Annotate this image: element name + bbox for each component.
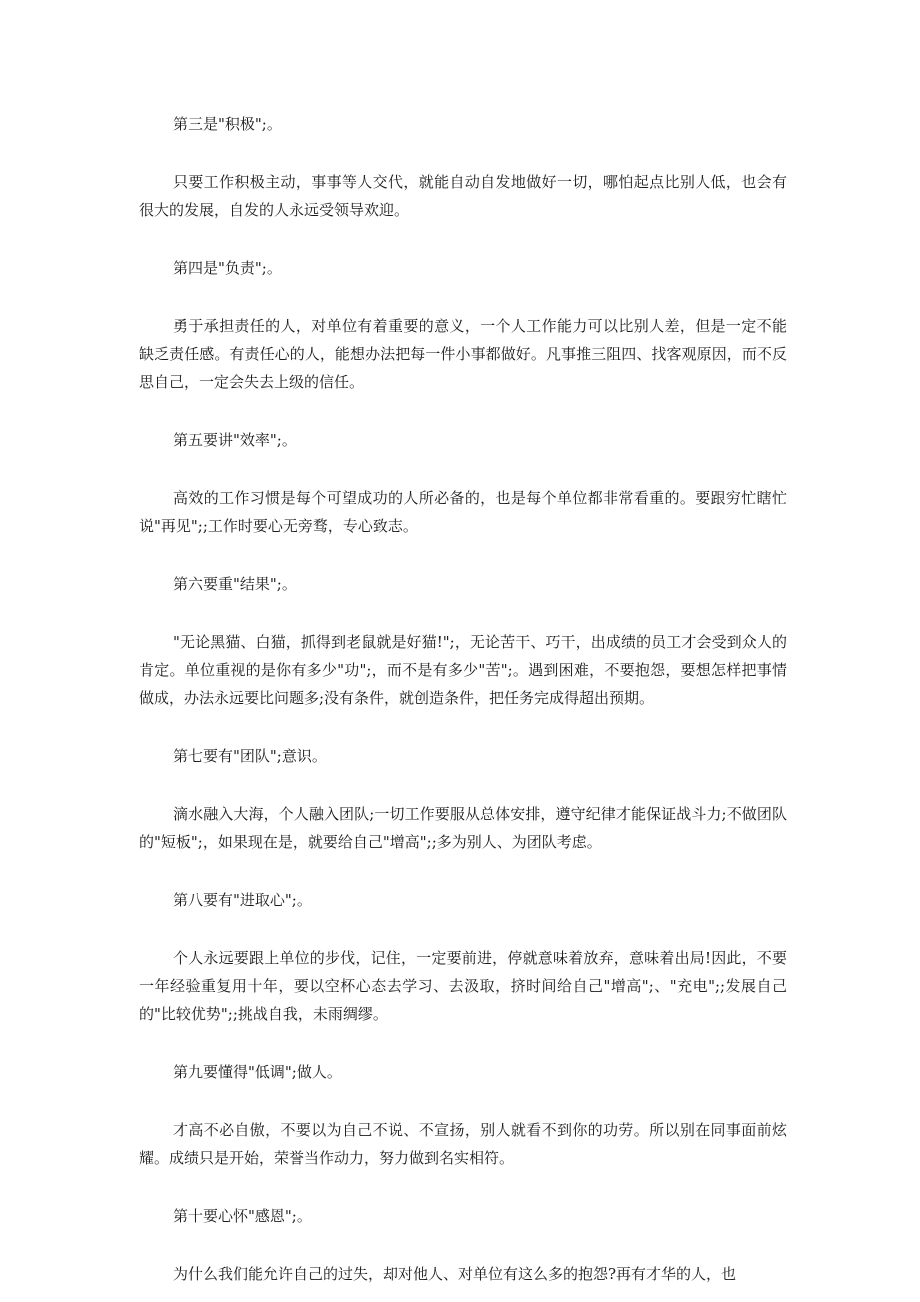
heading-ninth-modesty: 第九要懂得"低调";做人。	[173, 1063, 342, 1081]
heading-third-proactive: 第三是"积极";。	[173, 115, 282, 133]
heading-fourth-responsible: 第四是"负责";。	[173, 259, 282, 277]
heading-tenth-gratitude: 第十要心怀"感恩";。	[173, 1207, 312, 1225]
paragraph-modesty: 才高不必自傲，不要以为自己不说、不宣扬，别人就看不到你的功劳。所以别在同事面前炫耀。成绩只是开始，荣誉当作动力，努力做到名实相符。	[139, 1121, 787, 1167]
paragraph-ambition: 个人永远要跟上单位的步伐，记住，一定要前进，停就意味着放弃，意味着出局!因此，不要一年经验重复用十年，要以空杯心态去学习、去汲取，挤时间给自己"增高";、"充电";;发展自己的"比较优势";;挑战自我，未雨绸缪。	[139, 949, 787, 1023]
paragraph-responsible: 勇于承担责任的人，对单位有着重要的意义，一个人工作能力可以比别人差，但是一定不能缺乏责任感。有责任心的人，能想办法把每一件小事都做好。凡事推三阻四、找客观原因，而不反思自己，一定会失去上级的信任。	[139, 317, 787, 391]
paragraph-team: 滴水融入大海，个人融入团队;一切工作要服从总体安排，遵守纪律才能保证战斗力;不做团队的"短板";，如果现在是，就要给自己"增高";;多为别人、为团队考虑。	[139, 805, 787, 851]
paragraph-efficiency: 高效的工作习惯是每个可望成功的人所必备的，也是每个单位都非常看重的。要跟穷忙瞎忙说"再见";;工作时要心无旁骛，专心致志。	[139, 489, 787, 535]
document-page	[139, 110, 787, 1288]
paragraph-gratitude: 为什么我们能允许自己的过失，却对他人、对单位有这么多的抱怨?再有才华的人，也	[173, 1265, 737, 1283]
heading-seventh-team: 第七要有"团队";意识。	[173, 747, 327, 765]
paragraph-proactive: 只要工作积极主动，事事等人交代，就能自动自发地做好一切，哪怕起点比别人低，也会有很大的发展，自发的人永远受领导欢迎。	[139, 173, 787, 219]
heading-eighth-ambition: 第八要有"进取心";。	[173, 891, 312, 909]
paragraph-results: "无论黑猫、白猫，抓得到老鼠就是好猫!";，无论苦干、巧干，出成绩的员工才会受到众人的肯定。单位重视的是你有多少"功";，而不是有多少"苦";。遇到困难，不要抱怨，要想怎样把事情做成，办法永远要比问题多;没有条件，就创造条件，把任务完成得超出预期。	[139, 633, 787, 707]
heading-sixth-results: 第六要重"结果";。	[173, 575, 297, 593]
heading-fifth-efficiency: 第五要讲"效率";。	[173, 431, 297, 449]
